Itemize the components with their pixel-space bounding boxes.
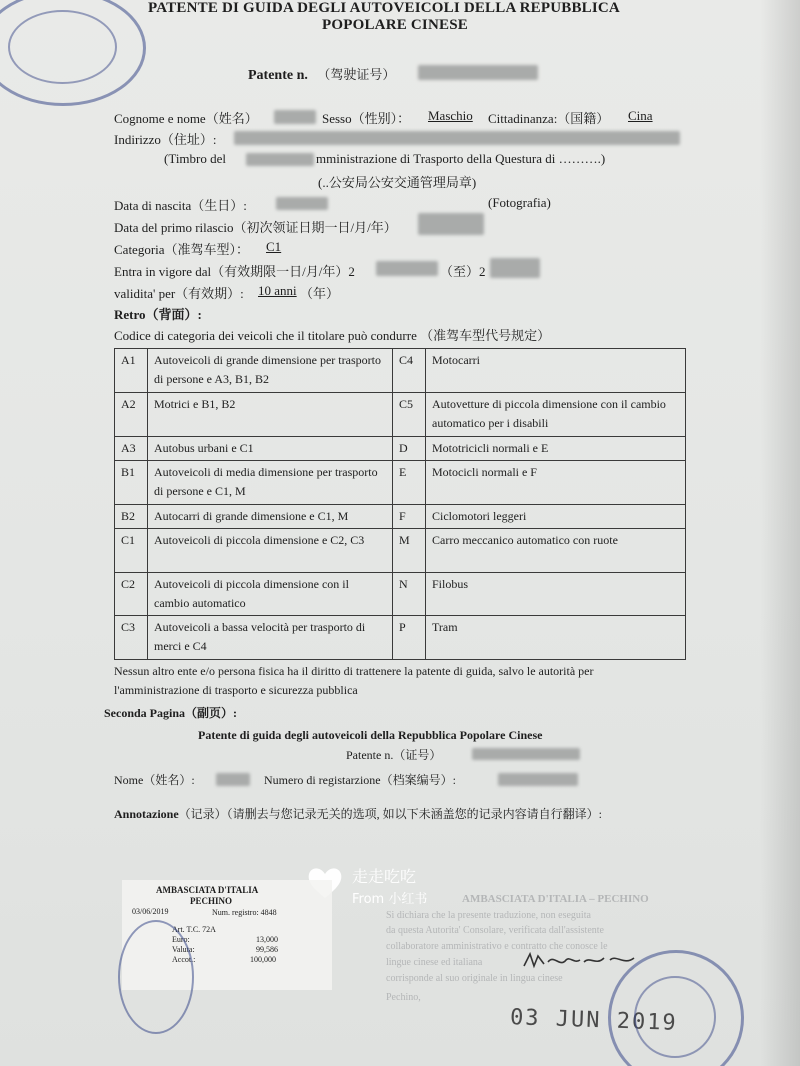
table-row bbox=[115, 393, 686, 437]
category-code: C2 bbox=[115, 573, 148, 616]
category-description: Autoveicoli di piccola dimensione con il cambio automatico bbox=[148, 573, 393, 616]
category-code: A3 bbox=[115, 437, 148, 461]
name-label: Cognome e nome（姓名） bbox=[114, 111, 258, 126]
redacted-registration-number bbox=[498, 773, 578, 786]
document-title-line1: PATENTE DI GUIDA DEGLI AUTOVEICOLI DELLA REPUBBLICA bbox=[148, 0, 620, 16]
official-seal-bottom-right-inner bbox=[634, 976, 716, 1058]
category-code: E bbox=[393, 461, 426, 505]
redacted-first-issue bbox=[418, 213, 484, 235]
certification-line-2: da questa Autorita' Consolare, verificata dall'assistente bbox=[386, 925, 604, 936]
embassy-name-line1: AMBASCIATA D'ITALIA bbox=[156, 885, 259, 895]
annotation-row bbox=[114, 805, 602, 822]
second-page-title: Patente di guida degli autoveicoli della Repubblica Popolare Cinese bbox=[198, 728, 543, 742]
category-description: Autoveicoli di grande dimensione per trasporto di persone e A3, B1, B2 bbox=[148, 349, 393, 393]
category-code: B1 bbox=[115, 461, 148, 505]
redacted-second-name bbox=[216, 773, 250, 786]
stamp-date: 03 JUN 2019 bbox=[509, 1005, 679, 1036]
category-code: N bbox=[393, 573, 426, 616]
address-label: Indirizzo（住址）: bbox=[114, 132, 217, 147]
embassy-fee-value-valuta: 99,586 bbox=[256, 945, 278, 954]
embassy-article: Art. T.C. 72A bbox=[172, 925, 216, 934]
embassy-fee-label-valuta: Valuta: bbox=[172, 945, 195, 954]
redacted-patent-number bbox=[418, 65, 538, 80]
embassy-name-line2: PECHINO bbox=[190, 896, 233, 906]
official-stamp-top-left-inner bbox=[8, 10, 117, 84]
category-codes-heading: Codice di categoria dei veicoli che il titolare può condurre （准驾车型代号规定） bbox=[114, 328, 551, 343]
category-description: Mototricicli normali e E bbox=[426, 437, 686, 461]
vehicle-category-table bbox=[114, 348, 686, 660]
certification-line-1: Si dichiara che la presente traduzione, non eseguita bbox=[386, 910, 591, 921]
second-name-label: Nome（姓名）: bbox=[114, 773, 195, 787]
table-row bbox=[115, 461, 686, 505]
category-description: Motrici e B1, B2 bbox=[148, 393, 393, 437]
embassy-fee-value-accot: 100,000 bbox=[250, 955, 276, 964]
second-page-patent-label: Patente n.（证号） bbox=[346, 748, 442, 762]
table-row bbox=[115, 616, 686, 660]
registration-number-label: Numero di registarzione（档案编号）: bbox=[264, 773, 456, 787]
validity-label: validita' per（有效期）: bbox=[114, 286, 244, 301]
category-description: Carro meccanico automatico con ruote bbox=[426, 529, 686, 573]
category-description: Autocarri di grande dimensione e C1, M bbox=[148, 505, 393, 529]
embassy-registry-number: Num. registro: 4848 bbox=[212, 908, 277, 917]
category-description: Ciclomotori leggeri bbox=[426, 505, 686, 529]
second-page-label: Seconda Pagina（副页）: bbox=[104, 706, 238, 720]
retro-title: Retro（背面）: bbox=[114, 307, 202, 322]
category-code: C1 bbox=[115, 529, 148, 573]
first-issue-label: Data del primo rilascio（初次领证日期一日/月/年） bbox=[114, 220, 397, 235]
category-description: Filobus bbox=[426, 573, 686, 616]
embassy-fee-value-euro: 13,000 bbox=[256, 935, 278, 944]
redacted-valid-to bbox=[490, 258, 540, 278]
retention-notice-line2: l'amministrazione di trasporto e sicurezza pubblica bbox=[114, 683, 358, 697]
category-code: A2 bbox=[115, 393, 148, 437]
category-code: F bbox=[393, 505, 426, 529]
patent-label-cn: （驾驶证号） bbox=[317, 67, 396, 82]
category-description: Tram bbox=[426, 616, 686, 660]
category-code: D bbox=[393, 437, 426, 461]
redacted-second-patent bbox=[472, 748, 580, 760]
category-value: C1 bbox=[266, 239, 282, 254]
citizenship-label: Cittadinanza:（国籍） bbox=[488, 111, 610, 126]
category-code: M bbox=[393, 529, 426, 573]
patent-label bbox=[248, 64, 395, 84]
category-label: Categoria（准驾车型）： bbox=[114, 242, 250, 257]
valid-from-label: Entra in vigore dal（有效期限一日/月/年）2 bbox=[114, 264, 355, 279]
birth-date-label: Data di nascita（生日）: bbox=[114, 198, 247, 213]
table-row bbox=[115, 573, 686, 616]
category-description: Autoveicoli di media dimensione per trasporto di persone e C1, M bbox=[148, 461, 393, 505]
category-description: Motocarri bbox=[426, 349, 686, 393]
redacted-stamp-line bbox=[246, 153, 314, 166]
citizenship-value: Cina bbox=[628, 108, 653, 123]
watermark-brand: 走走吃吃 bbox=[352, 867, 417, 886]
certification-header: AMBASCIATA D'ITALIA – PECHINO bbox=[462, 893, 649, 905]
category-code: P bbox=[393, 616, 426, 660]
redacted-name bbox=[274, 110, 316, 124]
embassy-date: 03/06/2019 bbox=[132, 907, 169, 916]
certification-line-5: corrisponde al suo originale in lingua cinese bbox=[386, 973, 563, 984]
validity-value: 10 anni bbox=[258, 283, 297, 298]
paper-edge-shadow bbox=[760, 0, 800, 1066]
document-title-line2: POPOLARE CINESE bbox=[322, 17, 468, 33]
valid-to-label: （至）2 bbox=[440, 264, 486, 279]
category-code: B2 bbox=[115, 505, 148, 529]
stamp-line-start: (Timbro del bbox=[164, 151, 226, 166]
table-row bbox=[115, 349, 686, 393]
table-row bbox=[115, 529, 686, 573]
redacted-address bbox=[234, 131, 680, 145]
category-description: Autovetture di piccola dimensione con il cambio automatico per i disabili bbox=[426, 393, 686, 437]
sex-value: Maschio bbox=[428, 108, 473, 123]
certification-line-4: lingue cinese ed italiana bbox=[386, 957, 483, 968]
annotation-text: （记录）（请删去与您记录无关的选项, 如以下未涵盖您的记录内容请自行翻译）: bbox=[178, 807, 603, 821]
retention-notice-line1: Nessun altro ente e/o persona fisica ha il diritto di trattenere la patente di guida, salvo le autorità per bbox=[114, 664, 594, 678]
category-code: C4 bbox=[393, 349, 426, 393]
redacted-valid-from bbox=[376, 261, 438, 276]
category-code: A1 bbox=[115, 349, 148, 393]
watermark-source: From 小红书 bbox=[352, 892, 428, 907]
embassy-seal-left bbox=[118, 920, 194, 1034]
embassy-fee-label-accot: Accot.: bbox=[172, 955, 196, 964]
table-row bbox=[115, 505, 686, 529]
category-description: Autobus urbani e C1 bbox=[148, 437, 393, 461]
annotation-label: Annotazione bbox=[114, 807, 179, 821]
validity-unit: （年） bbox=[300, 286, 340, 301]
category-description: Autoveicoli di piccola dimensione e C2, C3 bbox=[148, 529, 393, 573]
patent-label-text: Patente n. bbox=[248, 68, 308, 83]
table-row bbox=[115, 437, 686, 461]
category-description: Motocicli normali e F bbox=[426, 461, 686, 505]
photo-label: (Fotografia) bbox=[488, 195, 551, 210]
redacted-birth-date bbox=[276, 197, 328, 210]
handwritten-signature bbox=[520, 948, 640, 974]
certification-line-6: Pechino, bbox=[386, 992, 421, 1003]
stamp-line-cn: (..公安局公安交通管理局章) bbox=[318, 175, 477, 190]
embassy-fee-label-euro: Euro: bbox=[172, 935, 190, 944]
category-code: C5 bbox=[393, 393, 426, 437]
certification-line-3: collaboratore amministrativo e contratto che conosce le bbox=[386, 941, 608, 952]
category-code: C3 bbox=[115, 616, 148, 660]
sex-label: Sesso（性别）： bbox=[322, 111, 411, 126]
category-description: Autoveicoli a bassa velocità per trasporto di merci e C4 bbox=[148, 616, 393, 660]
stamp-line-end: mministrazione di Trasporto della Questura di ……….) bbox=[316, 151, 606, 166]
